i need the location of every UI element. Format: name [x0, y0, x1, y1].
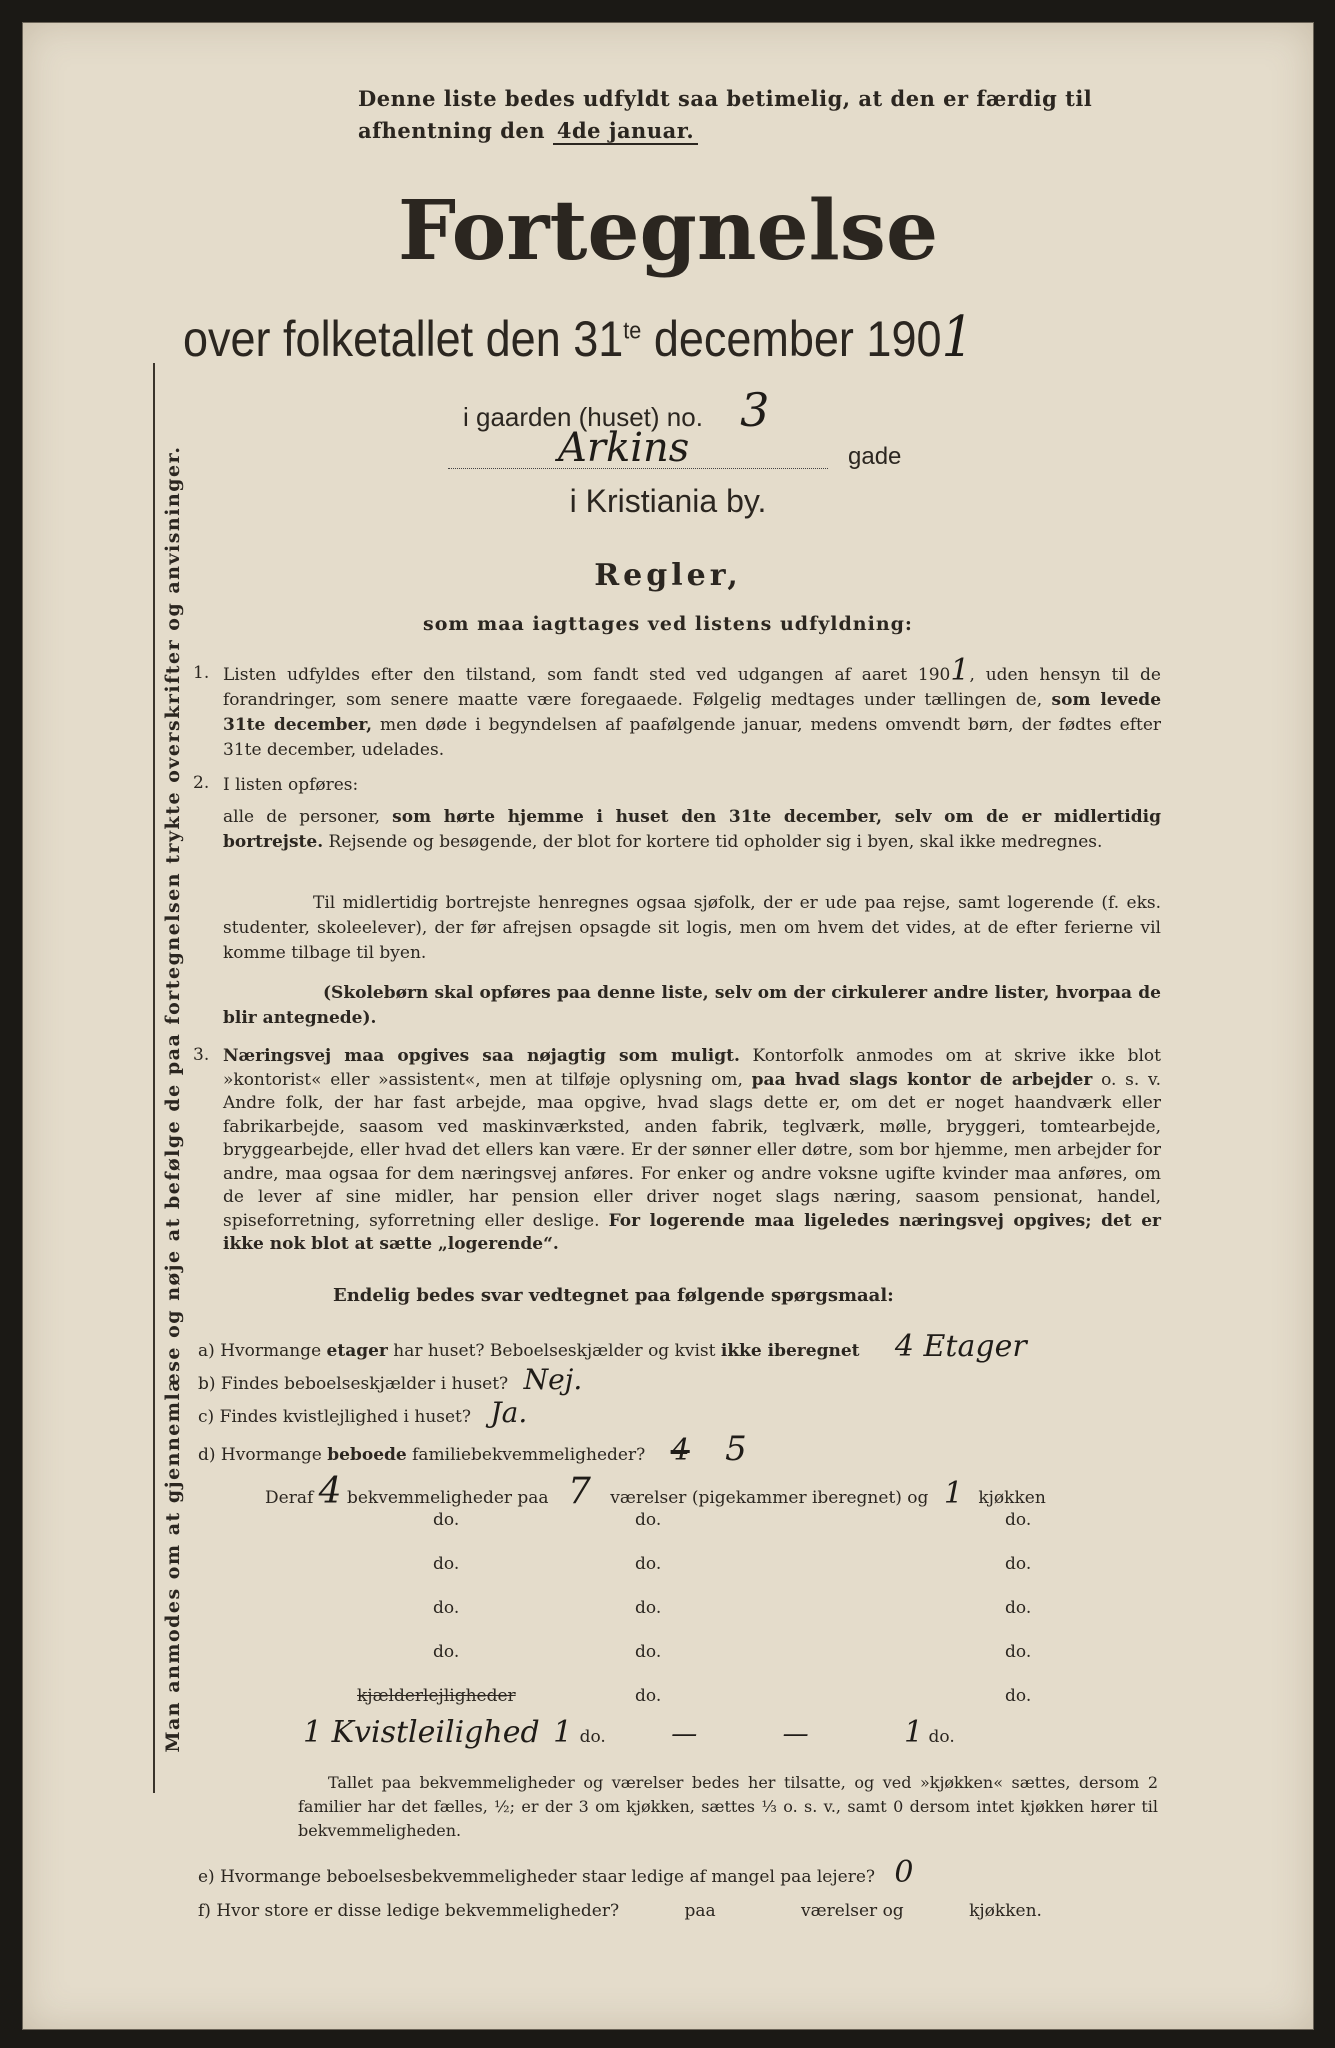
rule-2-bold: som hørte hjemme i huset den 31te december, selv om de er midlertidig bortrejste.: [223, 807, 1161, 852]
question-a-text-2: har huset? Beboelseskjælder og kvist: [393, 1341, 716, 1361]
question-f-rooms: værelser og: [801, 1901, 904, 1921]
side-instruction: Man anmodes om at gjennemlæse og nøje at befølge de paa fortegnelsen trykte overskrifter og anvisninger.: [162, 445, 184, 1753]
handwritten-year: 1: [941, 305, 974, 370]
attic-row-dash: —: [782, 1719, 809, 1749]
handwritten-street-name: Arkins: [558, 425, 690, 471]
rule-2-part-b: Rejsende og besøgende, der blot for kortere tid opholder sig i byen, skal ikke medregnes.: [328, 832, 1103, 852]
rule-1-handwritten-year: 1: [950, 653, 970, 688]
question-f-text: Hvor store er disse ledige bekvemmeligheder?: [216, 1901, 620, 1921]
deraf-row: [265, 1471, 1046, 1512]
do-cell: do.: [1005, 1554, 1032, 1574]
form-title: Fortegnelse: [397, 183, 939, 279]
question-f-kitchen: kjøkken.: [969, 1901, 1042, 1921]
deraf-label: Deraf: [265, 1488, 314, 1508]
rule-2-paragraph-3: (Skolebørn skal opføres paa denne liste, selv om der cirkulerer andre lister, hvorpaa de blir antegnede).: [223, 983, 1161, 1028]
question-a-bold: etager: [326, 1341, 388, 1361]
table-note: Tallet paa bekvemmeligheder og værelser bedes her tilsatte, og ved »kjøkken« sættes, dersom 2 familier har det fælles, ½; er der 3 om kjøkken, sættes ⅓ o. s. v., samt 0 dersom intet kjøkken hører til bekvemmeligheden.: [298, 1773, 1158, 1840]
rule-3-bold-1: Næringsvej maa opgives saa nøjagtig som muligt.: [223, 1046, 740, 1066]
do-cell: do.: [635, 1598, 662, 1618]
question-d-answer: 5: [725, 1429, 747, 1469]
deraf-col1-label: bekvemmeligheder paa: [346, 1488, 549, 1508]
deraf-count: 4: [318, 1471, 342, 1512]
rule-3-number: 3.: [193, 1045, 210, 1065]
attic-row: [303, 1715, 1183, 1750]
rule-3-bold-3: For logerende maa ligeledes næringsvej opgives; det er ikke nok blot at sætte „logerende“.: [223, 1210, 1162, 1254]
question-d-label: d): [198, 1445, 216, 1465]
do-cell: do.: [1005, 1686, 1032, 1706]
pickup-date: 4de januar.: [553, 118, 698, 145]
subtitle-suffix: december 190: [641, 311, 942, 367]
question-d-bold: beboede: [327, 1445, 407, 1465]
question-f: [198, 1901, 1158, 1921]
question-b: [198, 1363, 582, 1396]
question-a-text: Hvormange: [220, 1341, 322, 1361]
do-cell: do.: [433, 1510, 460, 1530]
question-c: [198, 1396, 527, 1429]
rule-3-bold-2: paa hvad slags kontor de arbejder: [751, 1069, 1093, 1090]
rule-2-number: 2.: [193, 773, 210, 793]
do-cell: do.: [433, 1554, 460, 1574]
attic-row-kitchen-do: do.: [928, 1727, 955, 1747]
do-cell: do.: [635, 1642, 662, 1662]
question-e-label: e): [198, 1867, 215, 1887]
question-b-label: b): [198, 1374, 216, 1394]
do-cell: do.: [433, 1642, 460, 1662]
do-cell: do.: [1005, 1598, 1032, 1618]
do-cell: do.: [635, 1554, 662, 1574]
question-a-answer: 4 Etager: [894, 1329, 1027, 1364]
question-a-label: a): [198, 1341, 215, 1361]
rule-2-paragraph-2: Til midlertidig bortrejste henregnes ogsaa sjøfolk, der er ude paa rejse, samt logerende (f. eks. studenter, skoleelever), der før afrejsen opsagde sit logis, men om hvem det vides, at de efter ferierne vil komme tilbage til byen.: [223, 893, 1161, 963]
form-subtitle: [183, 305, 974, 370]
question-e-text: Hvormange beboelsesbekvemmeligheder staar ledige af mangel paa lejere?: [220, 1867, 875, 1887]
rule-1-part-b: , uden hensyn til de forandringer, som senere maatte være foregaaede. Følgelig medtages under tællingen de,: [223, 665, 1161, 710]
handwritten-house-number: 3: [740, 383, 770, 437]
house-number-label: i gaarden (huset) no.: [463, 402, 703, 432]
census-form-sheet: [22, 22, 1314, 2030]
rule-3-text: [223, 1045, 1161, 1257]
rule-2-text: [223, 805, 1161, 855]
rule-2-head: I listen opføres:: [223, 775, 359, 795]
question-f-paa: paa: [684, 1901, 716, 1921]
deraf-rooms: 7: [567, 1471, 591, 1512]
notice-text: Denne liste bedes udfyldt saa betimelig, at den er færdig til afhentning den: [358, 86, 1093, 143]
deraf-kitchen: 1: [943, 1476, 963, 1511]
rule-1-part-a: Listen udfyldes efter den tilstand, som fandt sted ved udgangen af aaret 190: [223, 665, 951, 685]
struck-basement-label: kjælderlejligheder: [357, 1686, 516, 1706]
rule-1-number: 1.: [193, 663, 210, 683]
rules-heading: Regler,: [594, 558, 742, 593]
question-b-text: Findes beboelseskjælder i huset?: [220, 1374, 509, 1394]
question-c-text: Findes kvistlejlighed i huset?: [219, 1407, 472, 1427]
question-d-struck-answer: 4: [670, 1433, 690, 1468]
do-cell: do.: [635, 1510, 662, 1530]
rule-2-part-a: alle de personer,: [223, 807, 380, 827]
do-cell: do.: [635, 1686, 662, 1706]
city-line: i Kristiania by.: [569, 483, 767, 519]
attic-row-do: do.: [579, 1727, 606, 1747]
rule-3-part-a: Kontorfolk anmodes om at skrive ikke blot »kontorist« eller »assistent«, men at tilføje oplysning om,: [223, 1046, 1161, 1090]
do-cell: do.: [433, 1598, 460, 1618]
deraf-col3-label: kjøkken: [978, 1488, 1046, 1508]
street-suffix: gade: [848, 443, 902, 470]
side-rule: [153, 363, 155, 1793]
attic-row-label: 1 Kvistleilighed: [303, 1715, 540, 1750]
attic-row-rooms: —: [671, 1719, 698, 1749]
rule-1-text: [223, 653, 1162, 763]
question-e: [198, 1855, 914, 1890]
question-d-text-2: familiebekvemmeligheder?: [412, 1445, 646, 1465]
question-a-bold-2: ikke iberegnet: [720, 1341, 860, 1361]
pickup-notice: [358, 83, 1198, 147]
question-c-label: c): [198, 1407, 215, 1427]
subtitle-prefix: over folketallet den 31: [183, 311, 624, 367]
question-d: [198, 1429, 747, 1469]
question-e-answer: 0: [894, 1855, 914, 1890]
rule-3-part-b: o. s. v. Andre folk, der har fast arbejde, maa opgive, hvad slags dette er, om det er noget haandværk eller fabrikarbejde, saasom ved maskinværksted, anden fabrik, teglværk, mølle, bryggeri, tomtearbejde, bryggearbejde, eller hvad det ellers kan være. Er der sønner eller døtre, som bor hjemme, men arbejder for andre, maa ogsaa for dem næringsvej anføres. For enker og andre voksne ugifte kvinder maa anføres, om de lever af sine midler, har pension eller driver noget slags næring, saasom pensionat, handel, spiseforretning, syforretning eller deslige.: [223, 1069, 1162, 1231]
do-cell: do.: [1005, 1642, 1032, 1662]
do-cell: do.: [1005, 1510, 1032, 1530]
question-a: [198, 1329, 1027, 1364]
question-c-answer: Ja.: [490, 1396, 528, 1429]
rule-1-bold: som levede 31te december,: [223, 690, 1162, 735]
rule-1-part-c: men døde i begyndelsen af paafølgende januar, medens omvendt børn, der fødtes efter 31te december, udelades.: [223, 715, 1162, 760]
rules-subheading: som maa iagttages ved listens udfyldning:: [423, 613, 913, 635]
question-b-answer: Nej.: [523, 1363, 583, 1396]
attic-row-kitchen: 1: [904, 1715, 924, 1750]
deraf-col2-label: værelser (pigekammer iberegnet) og: [610, 1488, 929, 1508]
subtitle-superscript: te: [623, 317, 642, 345]
questions-heading: Endelig bedes svar vedtegnet paa følgende spørgsmaal:: [333, 1285, 894, 1306]
question-f-label: f): [198, 1901, 211, 1921]
attic-row-count: 1: [553, 1715, 573, 1750]
question-d-text: Hvormange: [220, 1445, 322, 1465]
